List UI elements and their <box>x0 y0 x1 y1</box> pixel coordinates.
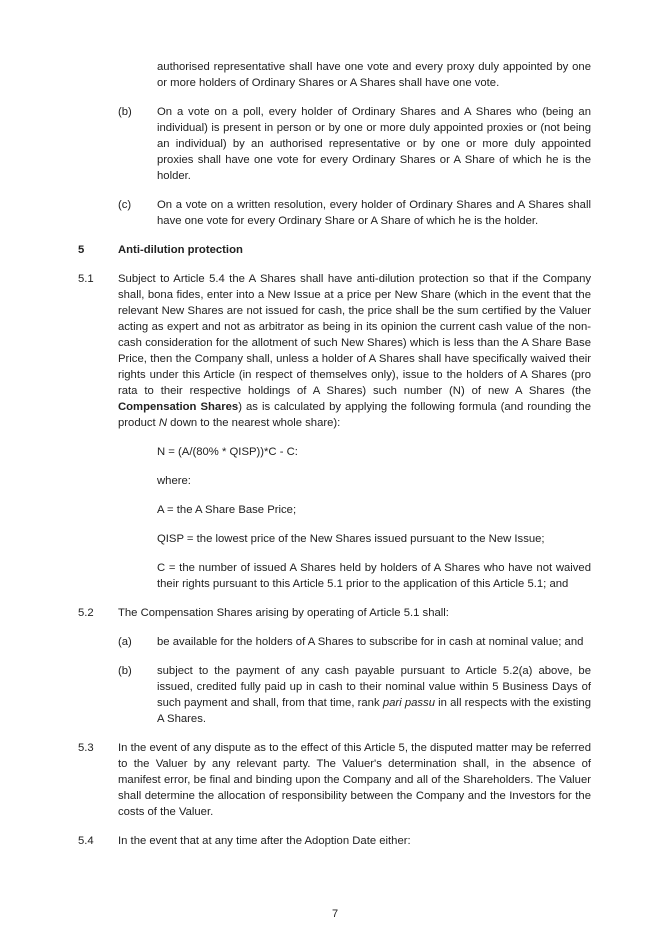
clause-text: In the event that at any time after the Adoption Date either: <box>118 835 411 847</box>
definition-qisp: QISP = the lowest price of the New Shares issued pursuant to the New Issue; <box>157 533 545 545</box>
vote-list-item-b <box>118 104 591 184</box>
list-marker: (a) <box>118 636 132 648</box>
section-number: 5 <box>78 244 85 256</box>
list-item-text <box>157 663 591 727</box>
page-footer <box>0 906 670 922</box>
clause-text-segment: Subject to Article 5.4 the A Shares shall have anti-dilution protection so that if the Company shall, bona fides, enter into a New Issue at a price per New Share (which in the event that the relevant New Shares are not issued for cash, the price shall be the sum certified by the Valuer acting as expert and not as arbitrator as being in its opinion the current cash value of the non-cash consideration for the allotment of such New Shares) which is less than the A Share Base Price, then the Company shall, unless a holder of A Shares shall have specifically waived their rights under this Article (in respect of themselves only), issue to the holders of A Shares (pro rata to their respective holdings of A Shares) such number (N) of new A Shares (the <box>118 273 591 397</box>
clause-5-2-item-b <box>118 663 591 727</box>
clause-text-segment: in all respects with the existing A Shares. <box>157 697 591 725</box>
clause-text-segment: subject to the payment of any cash payable pursuant to Article 5.2(a) above, be issued, credited fully paid up in cash to their nominal value within 5 Business Days of such payment and shall, from that time, rank <box>157 665 591 709</box>
clause-5-4 <box>78 833 591 849</box>
clause-number: 5.4 <box>78 835 94 847</box>
continuation-paragraph: authorised representative shall have one vote and every proxy duly appointed by one or more holders of Ordinary Shares or A Shares shall have one vote. <box>157 61 591 89</box>
section-5-heading <box>78 242 591 258</box>
vote-list-item-c <box>118 197 591 229</box>
clause-text-segment: down to the nearest whole share): <box>167 417 341 429</box>
defined-term-compensation-shares: Compensation Shares <box>118 401 239 413</box>
where-label: where: <box>157 475 191 487</box>
variable-n: N <box>158 417 167 429</box>
list-marker: (b) <box>118 665 132 677</box>
clause-text: The Compensation Shares arising by operating of Article 5.1 shall: <box>118 607 449 619</box>
clause-number: 5.2 <box>78 607 94 619</box>
clause-text: In the event of any dispute as to the effect of this Article 5, the disputed matter may be referred to the Valuer by any relevant party. The Valuer's determination shall, in the absence of manifest error, be final and binding upon the Company and all of the Shareholders. The Valuer shall determine the allocation of responsibility between the Company and the Investors for the costs of the Valuer. <box>118 742 591 818</box>
list-item-text: On a vote on a poll, every holder of Ordinary Shares and A Shares who (being an individual) is present in person or by one or more duly appointed proxies or (not being an individual) by an authorised representative or by one or more duly appointed proxies shall have one vote for every Ordinary Shares or A Share of which he is the holder. <box>157 106 591 182</box>
clause-5-2 <box>78 605 591 621</box>
formula-line: N = (A/(80% * QISP))*C - C: <box>157 446 298 458</box>
section-title: Anti-dilution protection <box>118 244 243 256</box>
list-marker: (c) <box>118 199 132 211</box>
clause-number: 5.1 <box>78 273 94 285</box>
clause-text-segment: ) as is calculated by applying the following formula (and rounding the product <box>118 401 592 429</box>
definition-a: A = the A Share Base Price; <box>157 504 297 516</box>
clause-text <box>118 271 591 431</box>
definition-c: C = the number of issued A Shares held by holders of A Shares who have not waived their rights pursuant to this Article 5.1 prior to the application of this Article 5.1; and <box>157 562 591 590</box>
list-item-text: On a vote on a written resolution, every holder of Ordinary Shares and A Shares shall have one vote for every Ordinary Share or A Share of which he is the holder. <box>157 199 591 227</box>
list-item-text: be available for the holders of A Shares to subscribe for in cash at nominal value; and <box>157 636 584 648</box>
clause-5-2-item-a <box>118 634 591 650</box>
clause-5-3 <box>78 740 591 820</box>
clause-number: 5.3 <box>78 742 94 754</box>
clause-5-1 <box>78 271 591 431</box>
latin-term-pari-passu: pari passu <box>382 697 435 709</box>
page-number: 7 <box>331 908 339 920</box>
list-marker: (b) <box>118 106 132 118</box>
